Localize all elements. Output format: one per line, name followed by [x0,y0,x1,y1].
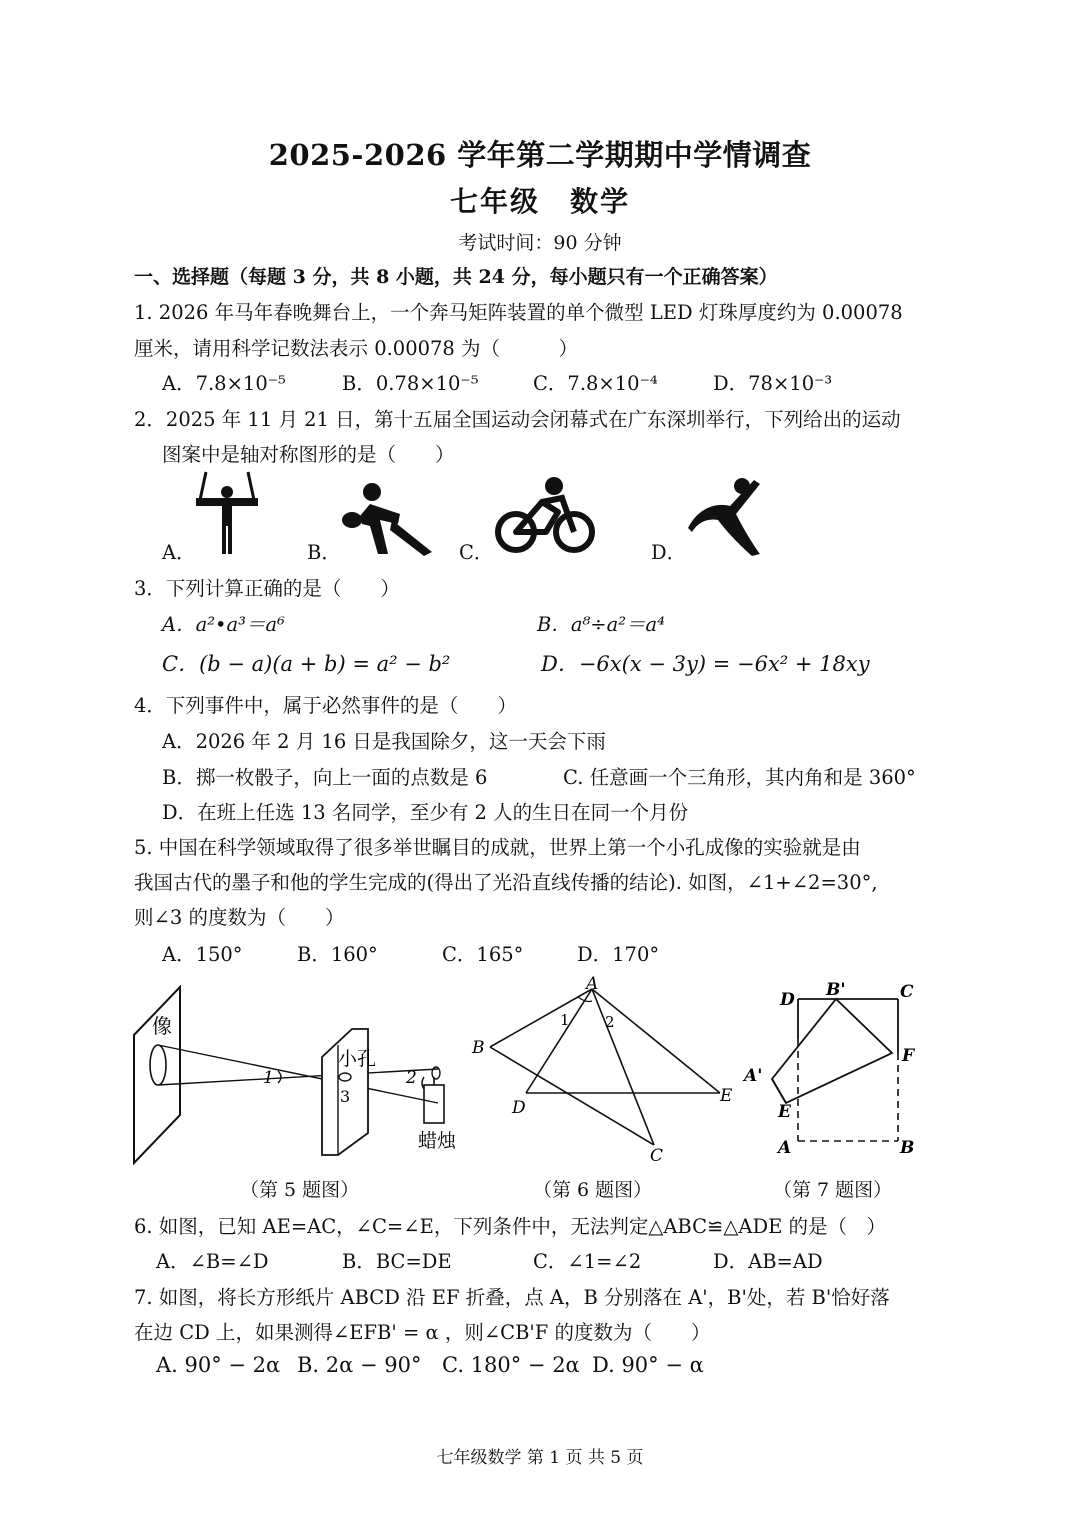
figure-6-triangles [468,975,738,1170]
q2-option-d-label: D． [651,541,687,564]
q1-line1: 1. 2026 年马年春晚舞台上，一个奔马矩阵装置的单个微型 LED 灯珠厚度约为 0.00078 [134,301,903,324]
q5-option-c: C．165° [442,943,524,966]
fig7-point-aprime: A' [744,1066,763,1086]
fig6-angle-2: 2 [605,1013,615,1031]
q4-line1: 4．下列事件中，属于必然事件的是（ ） [134,694,517,717]
table-tennis-icon [340,480,440,556]
q7-option-b: B. 2α − 90° [297,1353,422,1377]
fig5-label-candle: 蜡烛 [418,1130,457,1152]
q2-option-a-label: A． [162,541,196,564]
exam-title: 2025-2026 学年第二学期期中学情调查 [268,138,812,172]
q5-option-d: D．170° [577,943,660,966]
q3-option-b: B．a⁸÷a²＝a⁴ [537,613,665,636]
q1-option-b: B．0.78×10⁻⁵ [342,372,479,395]
fig7-point-b: B [900,1138,915,1158]
q5-line3: 则∠3 的度数为（ ） [134,906,345,929]
fig7-point-d: D [780,990,795,1010]
exam-time: 考试时间：90 分钟 [458,232,622,254]
q4-option-b: B．掷一枚骰子，向上一面的点数是 6 [162,766,488,789]
q5-line2: 我国古代的墨子和他的学生完成的(得出了光沿直线传播的结论). 如图，∠1+∠2=30°, [134,871,878,894]
gymnast-rings-icon [192,470,262,558]
q1-line2: 厘米，请用科学记数法表示 0.00078 为（ ） [134,337,579,360]
page-footer: 七年级数学 第 1 页 共 5 页 [436,1448,644,1468]
fig6-point-c: C [650,1146,664,1166]
fig6-point-d: D [512,1098,526,1118]
section-heading: 一、选择题（每题 3 分，共 8 小题，共 24 分，每小题只有一个正确答案） [134,266,778,288]
q3-line1: 3．下列计算正确的是（ ） [134,577,400,600]
cyclist-icon [494,474,596,556]
q6-option-c: C．∠1=∠2 [533,1250,642,1273]
q2-line2: 图案中是轴对称图形的是（ ） [162,443,455,466]
exam-subtitle: 七年级 数学 [449,185,630,218]
fig6-point-e: E [720,1086,733,1106]
fig5-angle-1: 1 [263,1068,274,1088]
fig6-angle-1: 1 [560,1011,570,1029]
fig5-angle-2: 2 [406,1068,417,1088]
fig7-point-e: E [778,1102,791,1122]
fig7-caption: （第 7 题图） [773,1179,893,1201]
q2-option-b-label: B． [307,541,341,564]
fig7-point-bprime: B' [826,980,846,1000]
fig7-point-c: C [900,982,914,1002]
q1-option-c: C．7.8×10⁻⁴ [533,372,658,395]
q4-option-d: D．在班上任选 13 名同学，至少有 2 人的生日在同一个月份 [162,801,689,824]
fig5-angle-3: 3 [340,1087,351,1106]
figure-5-pinhole [128,985,458,1170]
q2-line1: 2．2025 年 11 月 21 日，第十五届全国运动会闭幕式在广东深圳举行，下列给出的运动 [134,408,901,431]
fig7-point-a: A [778,1138,792,1158]
q5-line1: 5. 中国在科学领域取得了很多举世瞩目的成就，世界上第一个小孔成像的实验就是由 [134,836,861,859]
fig5-label-image: 像 [152,1014,172,1038]
fig6-caption: （第 6 题图） [533,1179,653,1201]
q6-option-a: A．∠B=∠D [156,1250,269,1273]
q7-line2: 在边 CD 上，如果测得∠EFB' = α ，则∠CB'F 的度数为（ ） [134,1321,711,1344]
q7-option-c: C. 180° − 2α [442,1353,580,1377]
fig6-point-b: B [472,1038,485,1058]
fig5-caption: （第 5 题图） [240,1179,360,1201]
q7-option-a: A. 90° − 2α [156,1353,281,1377]
q6-option-d: D．AB=AD [713,1250,823,1273]
q4-option-a: A．2026 年 2 月 16 日是我国除夕，这一天会下雨 [162,730,606,753]
q1-option-d: D．78×10⁻³ [713,372,833,395]
q6-option-b: B．BC=DE [342,1250,452,1273]
q1-option-a: A．7.8×10⁻⁵ [162,372,286,395]
q2-option-c-label: C． [459,541,494,564]
fig7-point-f: F [902,1046,915,1066]
q5-option-a: A．150° [162,943,243,966]
fig5-label-hole: 小孔 [338,1048,377,1070]
q4-option-c: C. 任意画一个三角形，其内角和是 360° [563,766,916,789]
q6-line1: 6. 如图，已知 AE=AC，∠C=∠E，下列条件中，无法判定△ABC≌△ADE 的是（ ） [134,1215,887,1238]
q7-option-d: D. 90° − α [592,1353,704,1377]
q3-option-d: D．−6x(x − 3y) = −6x² + 18xy [541,652,870,676]
q3-option-a: A．a²•a³＝a⁶ [162,613,285,636]
fig6-point-a: A [586,975,599,994]
figure-7-fold [740,975,925,1165]
q3-option-c: C．(b − a)(a + b) = a² − b² [162,652,451,676]
q5-option-b: B．160° [297,943,378,966]
dancer-icon [688,472,766,558]
q7-line1: 7. 如图，将长方形纸片 ABCD 沿 EF 折叠，点 A，B 分别落在 A'，B'处，若 B'恰好落 [134,1286,890,1309]
